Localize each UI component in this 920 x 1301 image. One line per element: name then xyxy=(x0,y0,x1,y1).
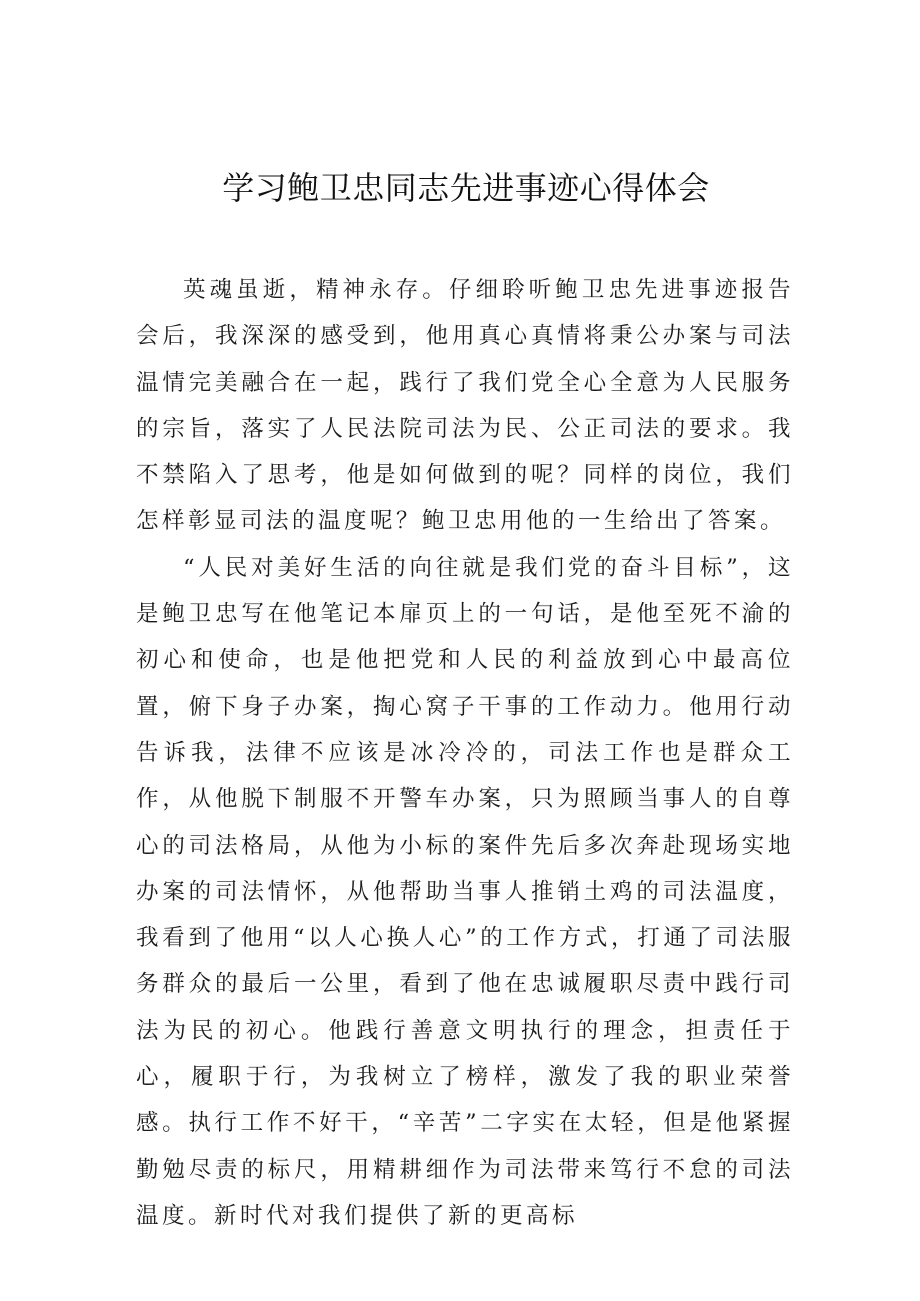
document-title: 学习鲍卫忠同志先进事迹心得体会 xyxy=(222,169,710,207)
document-body xyxy=(136,267,794,1239)
paragraph-1: 英魂虽逝，精神永存。仔细聆听鲍卫忠先进事迹报告会后，我深深的感受到，他用真心真情将秉公办案与司法温情完美融合在一起，践行了我们党全心全意为人民服务的宗旨，落实了人民法院司法为民、公正司法的要求。我不禁陷入了思考，他是如何做到的呢？同样的岗位，我们怎样彰显司法的温度呢？鲍卫忠用他的一生给出了答案。 xyxy=(136,277,794,535)
paragraph-2: “人民对美好生活的向往就是我们党的奋斗目标”，这是鲍卫忠写在他笔记本扉页上的一句话，是他至死不渝的初心和使命，也是他把党和人民的利益放到心中最高位置，俯下身子办案，掏心窝子干事的工作动力。他用行动告诉我，法律不应该是冰冷冷的，司法工作也是群众工作，从他脱下制服不开警车办案，只为照顾当事人的自尊心的司法格局，从他为小标的案件先后多次奔赴现场实地办案的司法情怀，从他帮助当事人推销土鸡的司法温度，我看到了他用“以人心换人心”的工作方式，打通了司法服务群众的最后一公里，看到了他在忠诚履职尽责中践行司法为民的初心。他践行善意文明执行的理念，担责任于心，履职于行，为我树立了榜样，激发了我的职业荣誉感。执行工作不好干，“辛苦”二字实在太轻，但是他紧握勤勉尽责的标尺，用精耕细作为司法带来笃行不怠的司法温度。新时代对我们提供了新的更高标 xyxy=(136,554,794,1229)
